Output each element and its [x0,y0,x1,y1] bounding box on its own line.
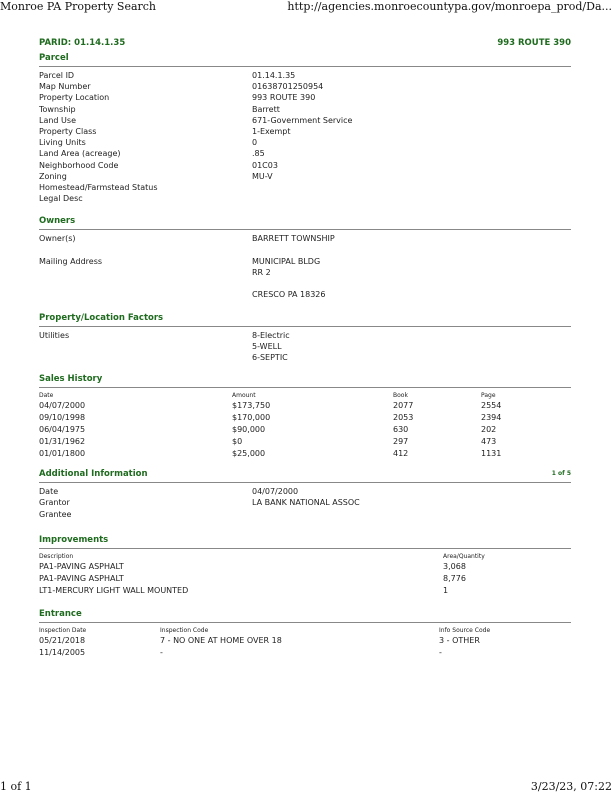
parid-header [39,38,571,52]
table-row [39,635,571,647]
property-address-heading: 993 ROUTE 390 [497,38,571,48]
parcel-field-value: 1-Exempt [252,127,291,137]
table-cell: PA1-PAVING ASPHALT [39,561,124,571]
section-title-parcel: Parcel [39,53,69,63]
table-cell: $173,750 [232,401,271,411]
parcel-field-value [252,182,571,193]
table-cell: - [160,647,163,657]
additional-info-label: Date [39,487,59,497]
table-cell: 04/07/2000 [39,401,86,411]
column-header: Area/Quantity [443,552,485,560]
table-row [39,561,571,573]
table-row [39,448,571,460]
parcel-field-label: Land Use [39,115,76,125]
table-cell: 473 [481,437,497,447]
parcel-field-label: Legal Desc [39,194,83,204]
table-cell: 1131 [481,449,502,459]
mailing-address-label: Mailing Address [39,256,103,266]
parcel-field-label: Parcel ID [39,71,75,80]
additional-info-row [39,509,571,520]
table-cell: $170,000 [232,413,271,423]
table-row [39,647,571,659]
property-record [39,38,571,659]
section-title-improvements: Improvements [39,534,109,545]
additional-info-label: Grantee [39,509,72,519]
parcel-row [39,92,571,103]
section-divider [39,482,571,483]
table-cell: 01/01/1800 [39,449,86,459]
table-cell: $25,000 [232,449,266,459]
table-cell: - [439,647,442,657]
parcel-field-label: Property Location [39,93,110,103]
parcel-row [39,171,571,182]
utility-value: 8-Electric [252,330,290,340]
parcel-row [39,182,571,193]
table-cell: 3,068 [443,561,466,571]
utility-value: 6-SEPTIC [252,353,288,363]
parcel-field-value: 01C03 [252,160,278,170]
table-cell: 2394 [481,413,502,423]
table-cell: $90,000 [232,425,266,435]
section-divider [39,387,571,388]
utilities-value [252,330,571,364]
parcel-row [39,160,571,171]
additional-info-row [39,486,571,497]
sales-history-table [39,391,571,460]
table-cell: 2077 [393,401,414,411]
parcel-field-value: 01638701250954 [252,82,324,92]
parid-label: PARID: 01.14.1.35 [39,38,126,48]
table-row [39,436,571,448]
table-cell: 01/31/1962 [39,437,86,447]
mailing-address-value [252,256,571,301]
table-cell: PA1-PAVING ASPHALT [39,573,124,583]
mailing-address-line [252,278,571,289]
mailing-address-line: RR 2 [252,268,271,278]
additional-info-label: Grantor [39,498,70,508]
table-cell: 06/04/1975 [39,425,86,435]
parcel-row [39,70,571,81]
table-cell: 1 [443,585,449,595]
table-row [39,585,571,597]
section-title-owners: Owners [39,216,76,227]
column-header: Inspection Date [39,626,87,634]
additional-info-title: Additional Information [39,469,148,480]
table-header-row [39,552,571,561]
additional-info-value: LA BANK NATIONAL ASSOC [252,498,360,508]
additional-info-value: 04/07/2000 [252,487,299,497]
additional-info-row [39,497,571,508]
section-title-location-factors: Property/Location Factors [39,312,164,323]
additional-info-table [39,486,571,520]
table-cell: 7 - NO ONE AT HOME OVER 18 [160,635,282,645]
utilities-label: Utilities [39,330,70,340]
table-cell: 09/10/1998 [39,413,86,423]
table-cell: 202 [481,425,497,435]
parcel-row [39,104,571,115]
parcel-field-label: Neighborhood Code [39,160,119,170]
section-title-entrance: Entrance [39,608,82,619]
browser-page-title: Monroe PA Property Search [0,0,157,13]
table-cell: 2554 [481,401,502,411]
parcel-field-value: 01.14.1.35 [252,71,296,80]
table-row [39,573,571,585]
parcel-field-label: Map Number [39,82,91,92]
section-divider [39,548,571,549]
section-divider [39,66,571,67]
utility-value: 5-WELL [252,341,282,351]
mailing-address-line: MUNICIPAL BLDG [252,256,321,266]
parcel-row [39,126,571,137]
table-cell: LT1-MERCURY LIGHT WALL MOUNTED [39,585,189,595]
parcel-field-value: MU-V [252,171,273,181]
parcel-row [39,193,571,204]
parcel-row [39,115,571,126]
table-cell: 297 [393,437,409,447]
parcel-row [39,81,571,92]
parcel-field-label: Living Units [39,138,86,148]
section-title-additional-info [39,468,571,480]
table-cell: 11/14/2005 [39,647,86,657]
parcel-field-label: Zoning [39,171,67,181]
table-row [39,424,571,436]
column-header: Date [39,392,54,400]
parcel-field-label: Property Class [39,127,97,137]
owner-label: Owner(s) [39,234,76,244]
section-divider [39,326,571,327]
parcel-field-value: 671-Government Service [252,115,353,125]
parcel-field-label: Township [39,104,76,114]
section-title-sales-history: Sales History [39,374,103,385]
additional-info-value [252,509,571,520]
table-cell: 3 - OTHER [439,635,480,645]
parcel-field-value [252,193,571,204]
column-header: Info Source Code [439,626,491,634]
table-cell: 2053 [393,413,414,423]
entrance-table [39,626,571,659]
mailing-address-row [39,256,571,301]
parcel-row [39,148,571,159]
section-divider [39,229,571,230]
improvements-table [39,552,571,597]
table-header-row [39,391,571,400]
parcel-field-value: .85 [252,149,265,159]
column-header: Book [393,392,408,400]
column-header: Page [481,392,496,400]
parcel-field-value: Barrett [252,104,280,114]
table-cell: $0 [232,437,243,447]
browser-page-url: http://agencies.monroecountypa.gov/monroepa_prod/Da... [287,0,612,13]
parcel-row [39,137,571,148]
table-cell: 8,776 [443,573,466,583]
column-header: Amount [232,392,256,400]
parcel-field-value: 993 ROUTE 390 [252,93,316,103]
parcel-table [39,70,571,204]
column-header: Inspection Code [160,626,209,634]
table-header-row [39,626,571,635]
table-cell: 630 [393,425,409,435]
utilities-row [39,330,571,364]
print-datetime: 3/23/23, 07:22 [530,780,612,793]
table-cell: 05/21/2018 [39,635,86,645]
table-cell: 412 [393,449,409,459]
parcel-field-value: 0 [252,138,258,148]
parcel-field-label: Homestead/Farmstead Status [39,183,158,193]
parcel-field-label: Land Area (acreage) [39,149,121,159]
mailing-address-line: CRESCO PA 18326 [252,290,326,300]
column-header: Description [39,552,74,560]
table-row [39,400,571,412]
page-number: 1 of 1 [0,780,32,793]
section-divider [39,622,571,623]
additional-info-pager[interactable]: 1 of 5 [551,470,571,478]
owner-value: BARRETT TOWNSHIP [252,234,335,244]
table-row [39,412,571,424]
owner-row [39,233,571,244]
